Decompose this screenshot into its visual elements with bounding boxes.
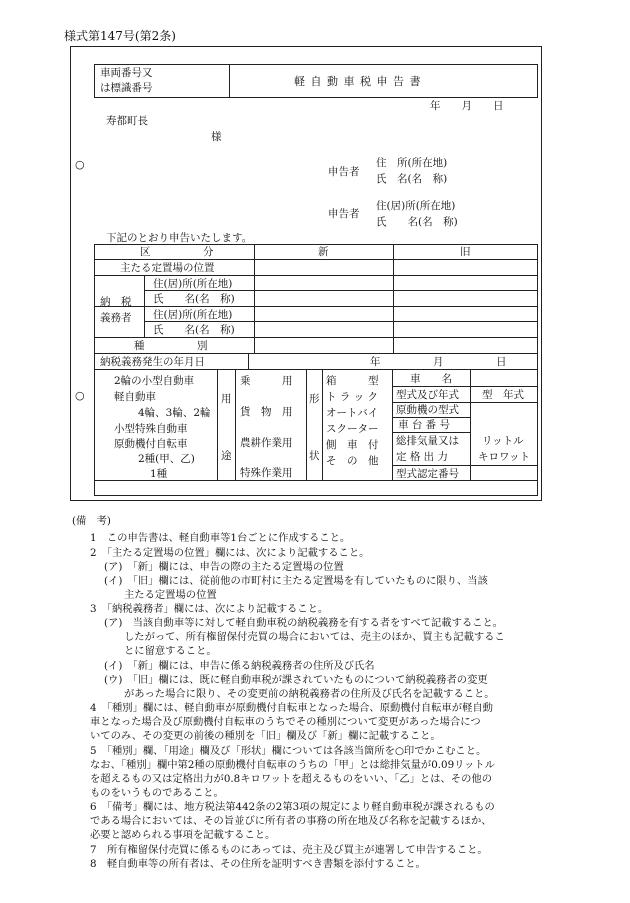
note-line: 4 「種別」欄には、軽自動車が原動機付自転車となった場合、原動機付自転車が軽自動 [90,702,493,714]
use-label-2: 途 [221,450,232,462]
spec-approval-number: 型式認定番号 [396,468,459,480]
shape-6: そ の 他 [326,455,379,467]
note-line: 5 「種別」欄、「用途」欄及び「形状」欄については各該当箇所を○印でかこむこと。 [90,745,487,757]
note-line: (イ) 「新」欄には、申告に係る納税義務者の住所及び氏名 [104,660,375,672]
note-line: 車となった場合及び原動機付自転車のうちでその種別について変更があった場合につ [90,716,481,728]
note-line: とに留意すること。 [124,645,217,657]
col-new: 新 [318,246,329,258]
col-kubun: 区 分 [140,246,214,258]
unit-kw: キロワット [478,451,530,463]
row-date-label: 納税義務発生の年月日 [100,356,205,368]
note-line: 6 「備考」欄には、地方税法第442条の2第3項の規定により軽自動車税が課されるもの [90,801,495,813]
punch-circle-1: ○ [75,158,85,171]
declarant2-label: 申告者 [328,208,360,220]
sama: 様 [211,131,222,143]
declarant1-name: 氏 名(名 称) [376,173,448,185]
shape-2: ト ラ ッ ク [326,391,379,403]
spec-model-year-value: 型 年式 [482,389,524,401]
note-line: 8 軽自動車等の所有者は、その住所を証明すべき書類を添付すること。 [90,858,426,870]
vehicle-type-6: 2種(甲、乙) [138,453,195,465]
declarant1-address: 住 所(所在地) [376,157,448,169]
plate-label-1: 車両番号又 [100,67,153,79]
shape-5: 側 車 付 [326,439,379,451]
note-line: があった場合に限り、その変更前の納税義務者の住所及び氏名を記載すること。 [124,688,495,700]
note-line: を超えるもの又は定格出力が0.8キロワットを超えるものをいい、「乙」とは、その他の [90,773,492,785]
spec-rated-output: 定 格 出 力 [396,451,449,463]
row-type: 種 別 [134,340,208,352]
shape-label-2: 状 [309,450,320,462]
note-line: (ウ) 「旧」欄には、既に軽自動車税が課されていたものについて納税義務者の変更 [104,674,488,686]
plate-label-2: は標識番号 [100,82,153,94]
vehicle-type-2: 軽自動車 [114,391,156,403]
declarant2-address: 住(居)所(所在地) [376,200,456,212]
unit-liter: リットル [482,435,524,447]
row-date-value: 年 月 日 [370,356,507,368]
use-4: 特殊作業用 [240,467,293,479]
taxpayer-label-1: 納 税 [100,296,132,308]
form-number: 様式第147号(第2条) [64,29,176,43]
col-old: 旧 [460,246,471,258]
note-line: 1 この申告書は、軽自動車等1台ごとに作成すること。 [90,532,351,544]
spec-engine-model: 原動機の型式 [396,404,459,416]
vehicle-type-1: 2輪の小型自動車 [114,375,195,387]
spec-displacement: 総排気量又は [396,435,459,447]
spec-chassis-number: 車 台 番 号 [398,419,451,431]
note-line: 3 「納税義務者」欄には、次により記載すること。 [90,603,329,615]
taxpayer-row-4: 氏 名(名 称) [153,324,235,336]
note-line: ものをいうものであること。 [90,787,224,799]
note-line: したがって、所有権留保付売買の場合においては、売主のほか、買主も記載するこ [124,631,505,643]
taxpayer-row-2: 氏 名(名 称) [153,293,235,305]
use-2: 貨 物 用 [240,406,293,418]
punch-circle-2: ○ [75,389,85,402]
intro-text: 下記のとおり申告いたします。 [106,232,253,244]
note-line: 必要と認められる事項を記載すること。 [90,829,276,841]
shape-4: スクーター [326,423,379,435]
note-line: (ア) 「新」欄には、申告の際の主たる定置場の位置 [104,561,344,573]
use-label-1: 用 [221,393,232,405]
note-line: 2 「主たる定置場の位置」欄には、次により記載すること。 [90,547,370,559]
use-1: 乗 用 [240,375,293,387]
use-3: 農耕作業用 [240,437,293,449]
spec-car-name: 車 名 [410,373,452,385]
addressee: 寿都町長 [106,115,148,127]
vehicle-type-3: 4輪、3輪、2輪 [138,407,211,419]
taxpayer-row-3: 住(居)所(所在地) [153,309,233,321]
taxpayer-row-1: 住(居)所(所在地) [153,278,233,290]
taxpayer-label-2: 義務者 [100,312,132,324]
note-line: である場合においては、その旨並びに所有者の事務の所在地及び名称を記載するほか、 [90,815,492,827]
note-line: 7 所有権留保付売買に係るものにあっては、売主及び買主が連署して申告すること。 [90,844,488,856]
shape-label-1: 形 [309,393,320,405]
shape-1: 箱 型 [326,375,379,387]
note-line: (イ) 「旧」欄には、従前他の市町村に主たる定置場を有していたものに限り、当該 [104,575,488,587]
declarant2-name: 氏 名(名 称) [376,216,458,228]
note-line: なお、「種別」欄中第2種の原動機付自転車のうちの「甲」とは総排気量が0.09リットル [90,759,495,771]
vehicle-type-4: 小型特殊自動車 [114,423,188,435]
row-parking: 主たる定置場の位置 [120,262,215,274]
vehicle-type-7: 1種 [150,468,168,480]
declarant1-label: 申告者 [328,166,360,178]
note-line: (ア) 当該自動車等に対して軽自動車税の納税義務を有する者をすべて記載すること。 [104,617,504,629]
form-title: 軽 自 動 車 税 申 告 書 [294,75,422,88]
date-line: 年 月 日 [430,100,504,112]
shape-3: オートバイ [326,407,379,419]
spec-model-year: 型式及び年式 [396,389,459,401]
vehicle-type-5: 原動機付自転車 [114,438,188,450]
note-line: いてのみ、その変更の前後の種別を「旧」欄及び「新」欄に記載すること。 [90,730,441,742]
note-line: 主たる定置場の位置 [124,589,217,601]
notes-heading: (備 考) [72,515,111,527]
